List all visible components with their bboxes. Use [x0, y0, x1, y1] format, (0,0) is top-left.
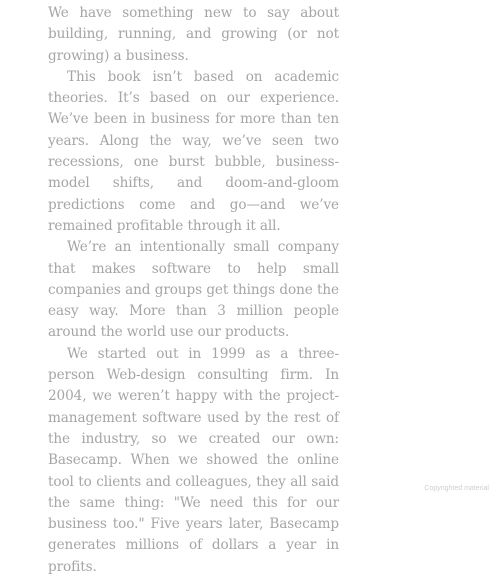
paragraph-intro: We have something new to say about building, running, and growing (or not growing) a business.	[48, 5, 339, 64]
paragraph-company: We’re an intentionally small company that makes software to help small companies and groups get things done the easy way. More than 3 million people around the world use our products.	[48, 239, 339, 341]
paragraph-history: We started out in 1999 as a three-person Web-design consulting firm. In 2004, we weren’t happy with the project-management software used by the rest of the industry, so we created our own: Basecamp. When we showed the online tool to clients and colleagues, they all said the same thing: "We need this for our business too." Five years later, Basecamp generates millions of dollars a year in profits.	[48, 345, 339, 575]
paragraph-experience: This book isn’t based on academic theories. It’s based on our experience. We’ve been in business for more than ten years. Along the way, we’ve seen two recessions, one burst bubble, business-model shifts, and doom-and-gloom predictions come and go—and we’ve remained profitable through it all.	[48, 68, 339, 234]
body-text	[48, 3, 339, 578]
copyright-watermark: Copyrighted material	[424, 485, 489, 492]
